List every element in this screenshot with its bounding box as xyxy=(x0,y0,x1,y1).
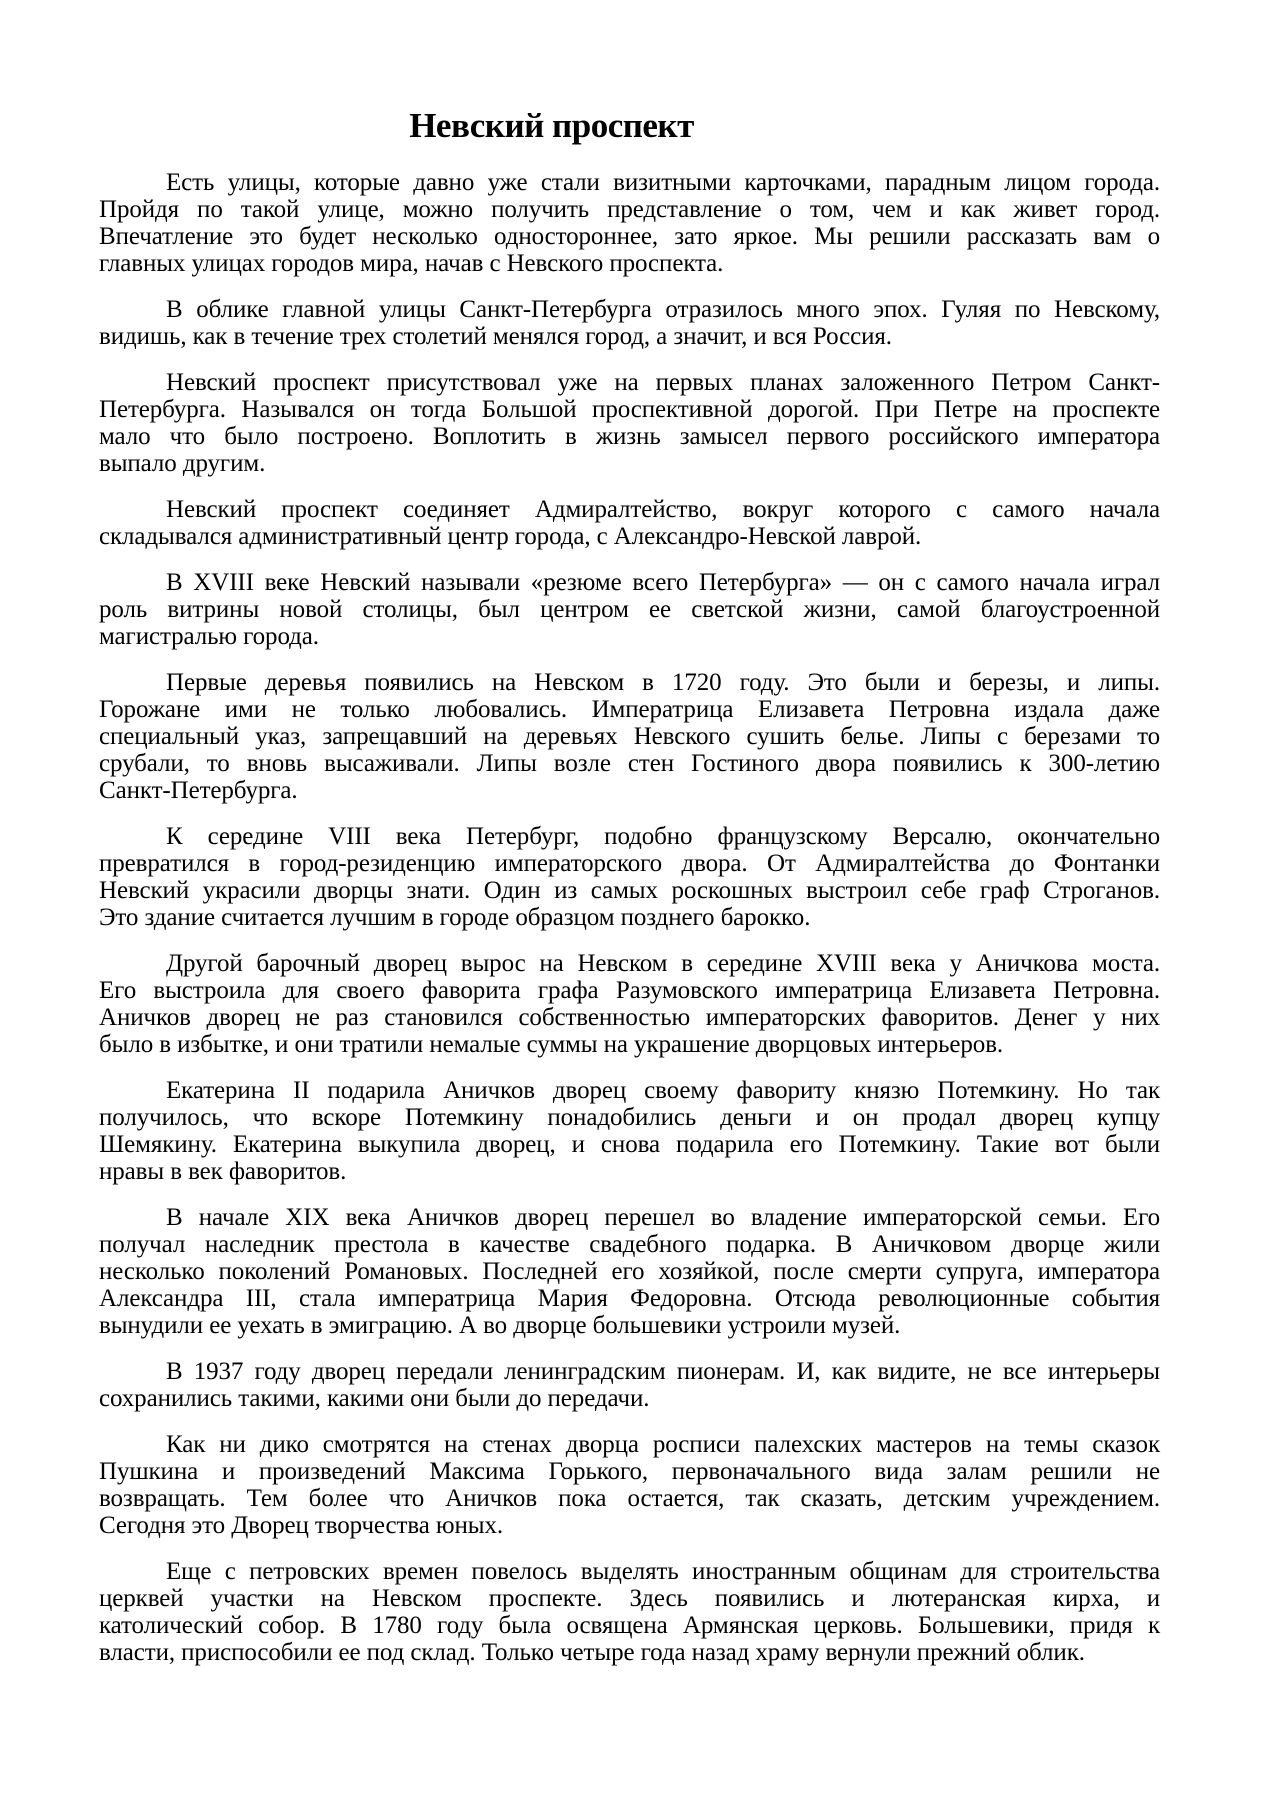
text-line: получилось, что вскоре Потемкину понадобились деньги и он продал дворец купцу xyxy=(99,1104,1160,1131)
text-line: церквей участки на Невском проспекте. Здесь появились и лютеранская кирха, и xyxy=(99,1585,1160,1612)
text-line: магистралью города. xyxy=(99,623,319,650)
text-line: В XVIII веке Невский называли «резюме всего Петербурга» — он с самого начала играл xyxy=(166,569,1160,596)
text-line: складывался административный центр города, с Александро-Невской лаврой. xyxy=(99,523,922,550)
text-line: Еще с петровских времен повелось выделять иностранным общинам для строительства xyxy=(166,1558,1160,1585)
text-line: Невский проспект соединяет Адмиралтейство, вокруг которого с самого начала xyxy=(166,496,1160,523)
text-line: Александра III, стала императрица Мария Федоровна. Отсюда революционные события xyxy=(99,1285,1160,1312)
paragraph xyxy=(99,369,1160,477)
text-line: возвращать. Тем более что Аничков пока остается, так сказать, детским учреждением. xyxy=(99,1485,1160,1512)
text-line: Первые деревья появились на Невском в 1720 году. Это были и березы, и липы. xyxy=(166,669,1160,696)
text-line: Пройдя по такой улице, можно получить представление о том, чем и как живет город. xyxy=(99,196,1160,223)
paragraph xyxy=(99,1358,1160,1412)
text-line: К середине VIII века Петербург, подобно французскому Версалю, окончательно xyxy=(166,823,1160,850)
text-line: вынудили ее уехать в эмиграцию. А во дворце большевики устроили музей. xyxy=(99,1312,901,1339)
text-line: Его выстроила для своего фаворита графа Разумовского императрица Елизавета Петровна. xyxy=(99,977,1160,1004)
text-line: главных улицах городов мира, начав с Невского проспекта. xyxy=(99,250,724,277)
text-line: Санкт-Петербурга. xyxy=(99,777,298,804)
text-line: католический собор. В 1780 году была освящена Армянская церковь. Большевики, придя к xyxy=(99,1612,1160,1639)
text-line: нравы в век фаворитов. xyxy=(99,1158,347,1185)
text-line: несколько поколений Романовых. Последней его хозяйкой, после смерти супруга, императора xyxy=(99,1258,1160,1285)
text-line: срубали, то вновь высаживали. Липы возле стен Гостиного двора появились к 300-летию xyxy=(99,750,1160,777)
text-line: Шемякину. Екатерина выкупила дворец, и снова подарила его Потемкину. Такие вот были xyxy=(99,1131,1160,1158)
document-title: Невский проспект xyxy=(409,106,694,145)
text-line: Сегодня это Дворец творчества юных. xyxy=(99,1512,503,1539)
text-line: Впечатление это будет несколько одностороннее, зато яркое. Мы решили рассказать вам о xyxy=(99,223,1160,250)
text-line: Петербурга. Назывался он тогда Большой проспективной дорогой. При Петре на проспекте xyxy=(99,396,1160,423)
text-line: Есть улицы, которые давно уже стали визитными карточками, парадным лицом города. xyxy=(166,169,1160,196)
paragraph xyxy=(99,496,1160,550)
text-line: Екатерина II подарила Аничков дворец своему фавориту князю Потемкину. Но так xyxy=(166,1077,1160,1104)
text-line: Невский украсили дворцы знати. Один из самых роскошных выстроил себе граф Строганов. xyxy=(99,877,1160,904)
paragraph xyxy=(99,169,1160,277)
text-line: превратился в город-резиденцию императорского двора. От Адмиралтейства до Фонтанки xyxy=(99,850,1160,877)
text-line: сохранились такими, какими они были до передачи. xyxy=(99,1385,650,1412)
text-line: специальный указ, запрещавший на деревьях Невского сушить белье. Липы с березами то xyxy=(99,723,1160,750)
paragraph xyxy=(99,669,1160,804)
text-line: видишь, как в течение трех столетий менялся город, а значит, и вся Россия. xyxy=(99,323,892,350)
paragraph xyxy=(99,1204,1160,1339)
paragraph xyxy=(99,1558,1160,1666)
paragraph xyxy=(99,296,1160,350)
text-line: получал наследник престола в качестве свадебного подарка. В Аничковом дворце жили xyxy=(99,1231,1160,1258)
text-line: власти, приспособили ее под склад. Только четыре года назад храму вернули прежний облик. xyxy=(99,1639,1085,1666)
paragraph xyxy=(99,1431,1160,1539)
text-line: В 1937 году дворец передали ленинградским пионерам. И, как видите, не все интерьеры xyxy=(166,1358,1160,1385)
text-line: Это здание считается лучшим в городе образцом позднего барокко. xyxy=(99,904,811,931)
text-line: было в избытке, и они тратили немалые суммы на украшение дворцовых интерьеров. xyxy=(99,1031,1004,1058)
paragraph xyxy=(99,1077,1160,1185)
paragraph xyxy=(99,823,1160,931)
text-line: Как ни дико смотрятся на стенах дворца росписи палехских мастеров на темы сказок xyxy=(166,1431,1160,1458)
text-line: Горожане ими не только любовались. Императрица Елизавета Петровна издала даже xyxy=(99,696,1160,723)
text-line: Невский проспект присутствовал уже на первых планах заложенного Петром Санкт- xyxy=(166,369,1160,396)
text-line: Пушкина и произведений Максима Горького, первоначального вида залам решили не xyxy=(99,1458,1160,1485)
text-line: роль витрины новой столицы, был центром ее светской жизни, самой благоустроенной xyxy=(99,596,1160,623)
text-line: Другой барочный дворец вырос на Невском в середине XVIII века у Аничкова моста. xyxy=(166,950,1160,977)
text-line: В облике главной улицы Санкт-Петербурга отразилось много эпох. Гуляя по Невскому, xyxy=(166,296,1160,323)
text-line: выпало другим. xyxy=(99,450,266,477)
text-line: Аничков дворец не раз становился собственностью императорских фаворитов. Денег у них xyxy=(99,1004,1160,1031)
paragraph xyxy=(99,950,1160,1058)
text-line: В начале XIX века Аничков дворец перешел во владение императорской семьи. Его xyxy=(166,1204,1160,1231)
document-body xyxy=(99,169,1160,1666)
document-content xyxy=(99,0,1160,1685)
paragraph xyxy=(99,569,1160,650)
text-line: мало что было построено. Воплотить в жизнь замысел первого российского императора xyxy=(99,423,1160,450)
